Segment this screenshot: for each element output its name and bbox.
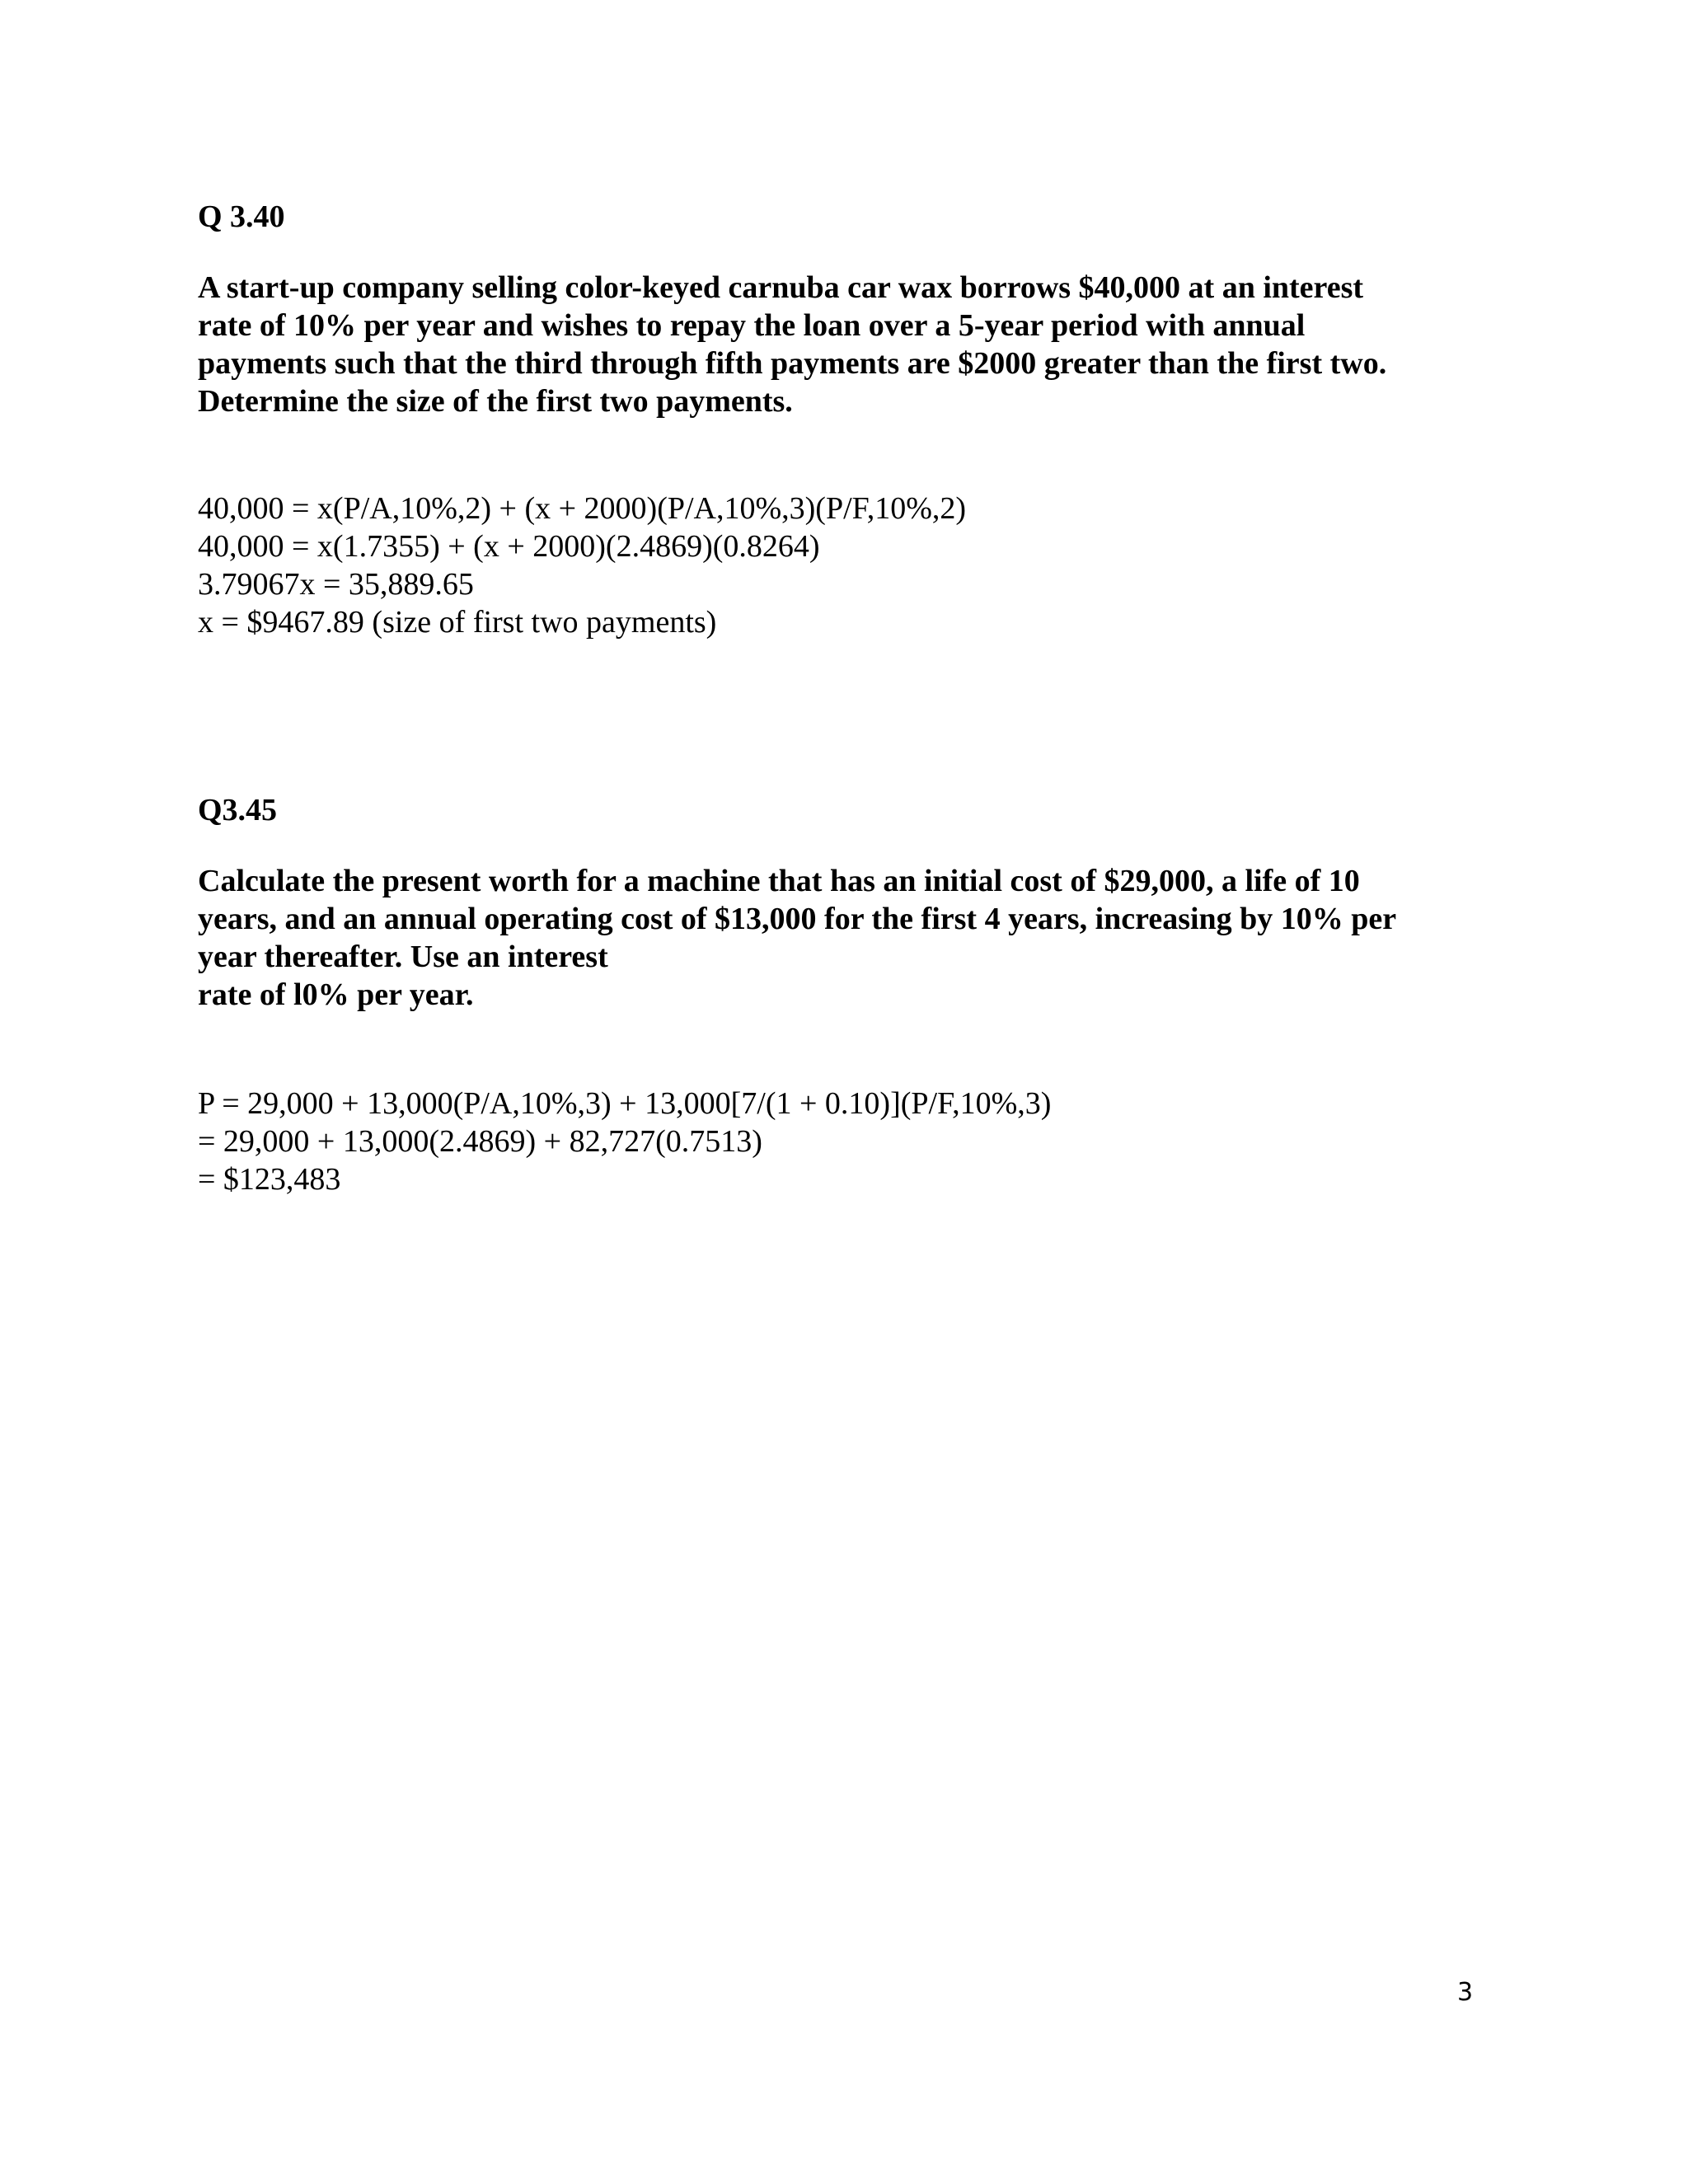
problem-line: years, and an annual operating cost of $13,000 for the first 4 years, increasing by 10% per	[198, 902, 1397, 936]
problem-line: year thereafter. Use an interest	[198, 940, 608, 974]
problem-line: Calculate the present worth for a machine that has an initial cost of $29,000, a life of 10	[198, 864, 1360, 898]
solution-line: x = $9467.89 (size of first two payments)	[198, 605, 717, 640]
solution-line: P = 29,000 + 13,000(P/A,10%,3) + 13,000[7/(1 + 0.10)](P/F,10%,3)	[198, 1086, 1052, 1121]
solution-3-40	[198, 490, 1434, 641]
question-label-3-40: Q 3.40	[198, 199, 285, 234]
problem-statement-3-45	[198, 862, 1500, 1014]
solution-line: 40,000 = x(1.7355) + (x + 2000)(2.4869)(0.8264)	[198, 529, 820, 564]
problem-line: rate of 10% per year and wishes to repay the loan over a 5-year period with annual	[198, 308, 1306, 343]
solution-line: 3.79067x = 35,889.65	[198, 567, 474, 602]
question-label-3-45: Q3.45	[198, 793, 278, 827]
problem-statement-3-40	[198, 269, 1500, 420]
solution-line: = $123,483	[198, 1162, 341, 1197]
solution-3-45	[198, 1085, 1434, 1198]
page-number: 3	[1457, 1978, 1474, 2007]
problem-line: Determine the size of the first two payments.	[198, 384, 793, 419]
problem-line: A start-up company selling color-keyed carnuba car wax borrows $40,000 at an interest	[198, 270, 1364, 305]
problem-line: payments such that the third through fifth payments are $2000 greater than the first two.	[198, 346, 1387, 381]
solution-line: = 29,000 + 13,000(2.4869) + 82,727(0.7513)	[198, 1124, 762, 1159]
problem-line: rate of l0% per year.	[198, 977, 474, 1012]
solution-line: 40,000 = x(P/A,10%,2) + (x + 2000)(P/A,10%,3)(P/F,10%,2)	[198, 491, 967, 526]
